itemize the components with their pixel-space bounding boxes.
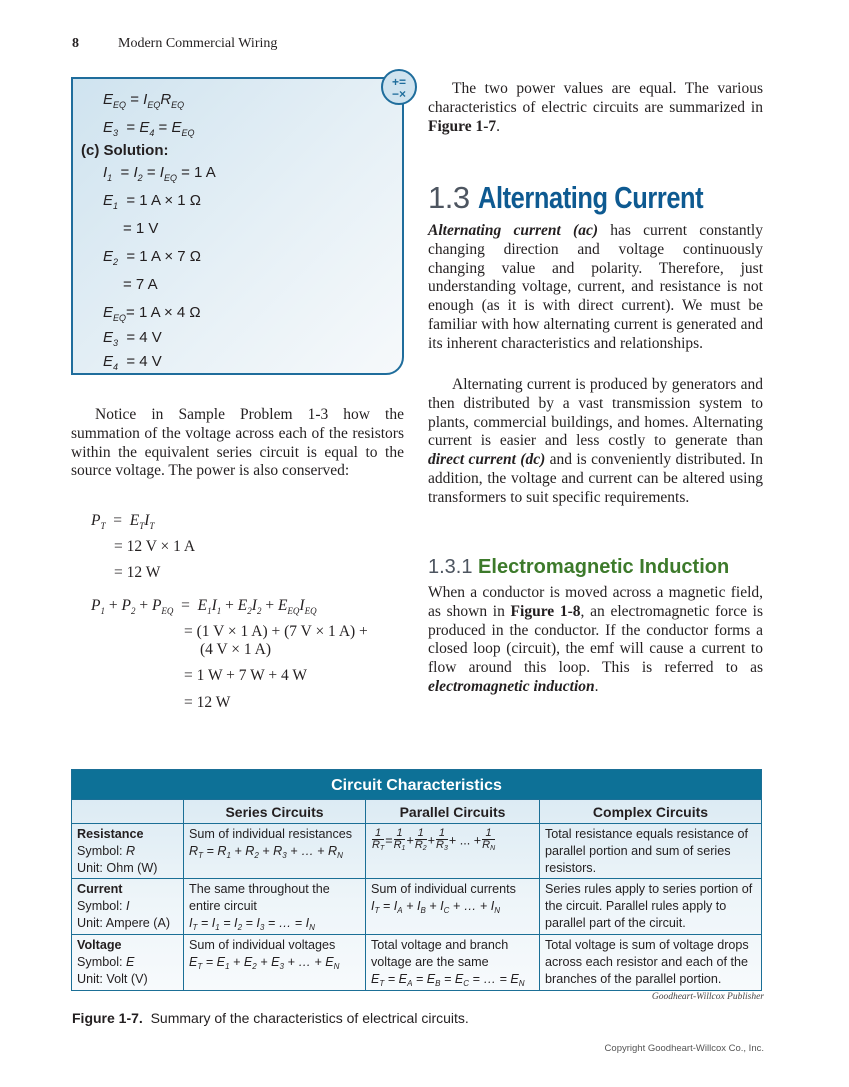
equation-line: $E_4 = 4$ V xyxy=(103,353,162,372)
equation-line: $E_{EQ} = I_{EQ}R_{EQ}$ xyxy=(103,91,185,110)
table-title: Circuit Characteristics xyxy=(72,770,761,799)
figure-reference[interactable]: Figure 1-7 xyxy=(428,117,497,135)
power-equation: $P_T = E_TI_T$ xyxy=(91,512,155,531)
complex-cell: Total voltage is sum of voltage drops across each resistor and each of the branches of the parallel portion. xyxy=(539,935,761,990)
power-sum-equation: = (1 V × 1 A) + (7 V × 1 A) + xyxy=(184,623,368,640)
figure-caption: Figure 1-7. Summary of the characteristics of electrical circuits. xyxy=(72,1010,469,1026)
power-sum-equation: = 12 W xyxy=(184,694,231,711)
equation-line: $E_3 = E_4 = E_{EQ}$ xyxy=(103,119,195,138)
body-paragraph: When a conductor is moved across a magnetic field, as shown in Figure 1-8, an electromagnetic force is produced in the conductor. If the conductor forms a closed loop (circuit), the emf will cause a current to flow around this loop. This is referred to as electromagnetic induction. xyxy=(428,584,763,695)
solution-heading: (c) Solution: xyxy=(81,142,169,159)
power-sum-equation: $P_1 + P_2 + P_{EQ} = E_1I_1 + E_2I_2 + E_{EQ}I_{EQ}$ xyxy=(91,597,317,616)
book-title: Modern Commercial Wiring xyxy=(118,36,278,51)
parallel-cell: $\frac{1}{R_T}$ = $\frac{1}{R_1}$ + $\frac{1}{R_2}$ + $\frac{1}{R_3}$ + ... + $\frac{1}{R_N}$ xyxy=(365,824,539,878)
row-label: Resistance Symbol: R Unit: Ohm (W) xyxy=(77,827,158,875)
column-header xyxy=(72,800,183,823)
power-sum-equation: = 1 W + 7 W + 4 W xyxy=(184,667,307,684)
figure-reference[interactable]: Figure 1-8 xyxy=(510,602,581,620)
column-header: Series Circuits xyxy=(183,800,365,823)
table-row xyxy=(72,878,761,934)
parallel-cell: Total voltage and branch voltage are the same $E_T = E_A = E_B = E_C$ = … = $E_N$ xyxy=(365,935,539,990)
formula: $I_T = I_1 = I_2 = I_3$ = … = $I_N$ xyxy=(189,916,315,932)
formula: $R_T = R_1 + R_2 + R_3$ + … + $R_N$ xyxy=(189,844,343,860)
formula: $I_T = I_A + I_B + I_C$ + … + $I_N$ xyxy=(371,899,501,915)
complex-cell: Series rules apply to series portion of the circuit. Parallel rules apply to parallel part of the circuit. xyxy=(539,879,761,934)
power-sum-equation: (4 V × 1 A) xyxy=(200,641,272,658)
copyright-notice: Copyright Goodheart-Willcox Co., Inc. xyxy=(604,1043,764,1054)
equation-line: $I_1 = I_2 = I_{EQ} = 1$ A xyxy=(103,164,216,183)
section-heading: 1.3 Alternating Current xyxy=(428,180,703,215)
table-header-row xyxy=(72,799,761,823)
running-head xyxy=(72,36,277,52)
table-row xyxy=(72,934,761,990)
equation-line: $E_2 = 1$ A × 7 Ω xyxy=(103,248,201,267)
subsection-heading: 1.3.1 Electromagnetic Induction xyxy=(428,556,730,578)
series-cell: The same throughout the entire circuit $I_T = I_1 = I_2 = I_3$ = … = $I_N$ xyxy=(183,879,365,934)
row-label: Current Symbol: I Unit: Ampere (A) xyxy=(77,882,171,930)
column-header: Complex Circuits xyxy=(539,800,761,823)
power-equation: = 12 V × 1 A xyxy=(114,538,196,555)
complex-cell: Total resistance equals resistance of parallel portion and sum of series resistors. xyxy=(539,824,761,878)
body-paragraph: The two power values are equal. The various characteristics of electric circuits are summarized in Figure 1-7. xyxy=(428,80,763,135)
row-label: Voltage Symbol: E Unit: Volt (V) xyxy=(77,938,148,986)
equation-line: $E_1 = 1$ A × 1 Ω xyxy=(103,192,201,211)
body-paragraph: Alternating current is produced by generators and then distributed by a vast transmission system to plants, commercial buildings, and homes. Alternating current is easier and less costly to generate than direct current (dc) and is conveniently distributed. In addition, the voltage and current can be altered using transformers to suit specific requirements. xyxy=(428,376,763,506)
body-paragraph: Alternating current (ac) has current constantly changing direction and voltage continuously changing value and polarity. Therefore, just understanding voltage, current, and resistance is not enough (as it is with direct current). We must be familiar with how alternating current is generated and its inherent characteristics and relationships. xyxy=(428,222,763,352)
calculator-icon: += −× xyxy=(381,69,417,105)
equation-line: = 1 V xyxy=(123,220,159,237)
equation-line: $E_3 = 4$ V xyxy=(103,329,162,348)
formula: $E_T = E_A = E_B = E_C$ = … = $E_N$ xyxy=(371,972,525,988)
series-cell: Sum of individual resistances $R_T = R_1 + R_2 + R_3$ + … + $R_N$ xyxy=(183,824,365,878)
column-header: Parallel Circuits xyxy=(365,800,539,823)
series-cell: Sum of individual voltages $E_T = E_1 + E_2 + E_3$ + … + $E_N$ xyxy=(183,935,365,990)
formula: $E_T = E_1 + E_2 + E_3$ + … + $E_N$ xyxy=(189,955,340,971)
body-paragraph: Notice in Sample Problem 1-3 how the summation of the voltage across each of the resistors within the equivalent series circuit is equal to the source voltage. The power is also conserved: xyxy=(71,406,404,480)
equation-line: $E_{EQ}= 1$ A × 4 Ω xyxy=(103,304,201,323)
page-number: 8 xyxy=(72,36,79,51)
image-credit: Goodheart-Willcox Publisher xyxy=(651,992,764,1002)
circuit-characteristics-table xyxy=(71,769,762,991)
equation-line: = 7 A xyxy=(123,276,158,293)
sample-problem-box xyxy=(71,77,404,375)
power-equation: = 12 W xyxy=(114,564,161,581)
table-row xyxy=(72,823,761,878)
parallel-cell: Sum of individual currents $I_T = I_A + I_B + I_C$ + … + $I_N$ xyxy=(365,879,539,934)
